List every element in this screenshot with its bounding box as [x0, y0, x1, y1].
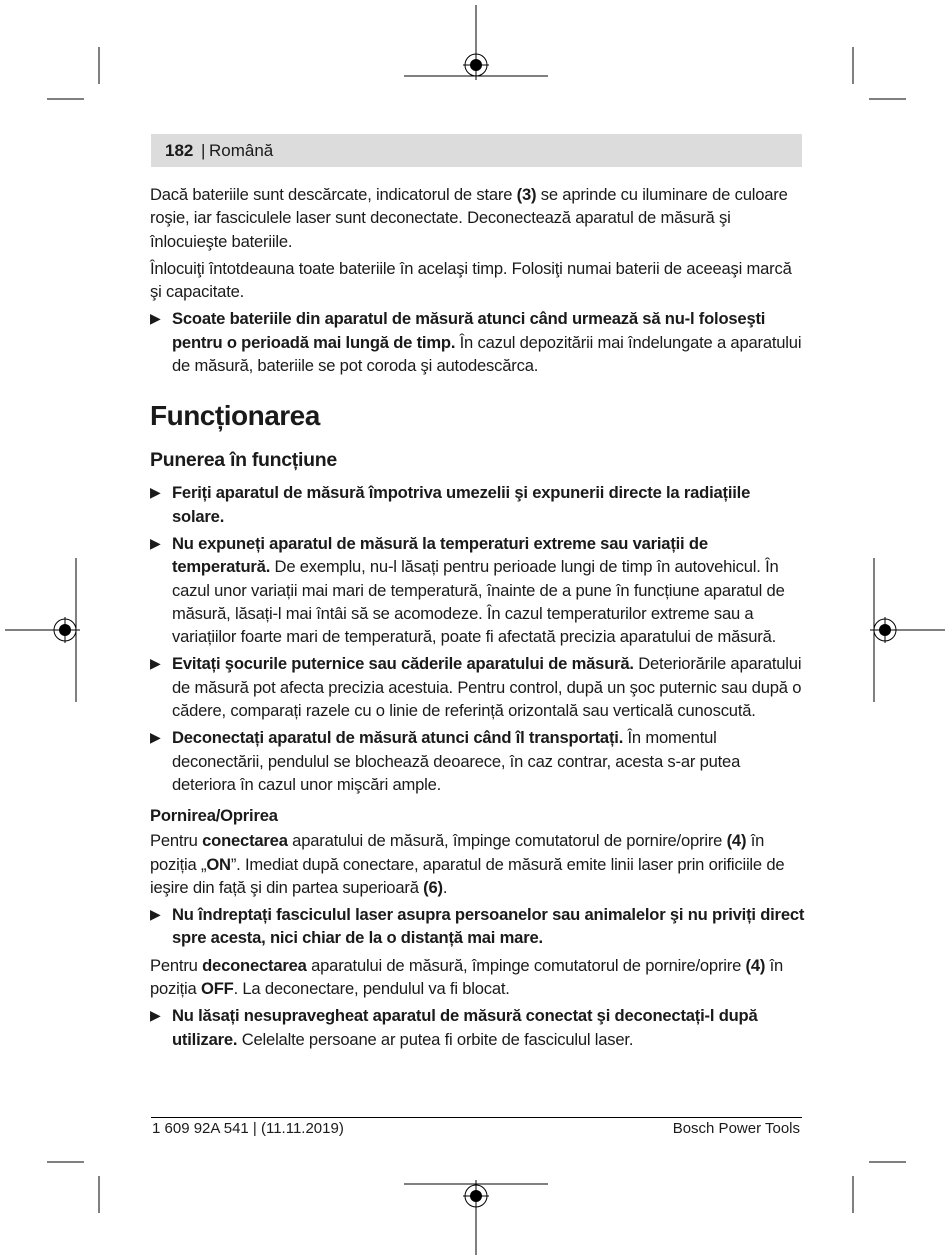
bullet-arrow-icon: ▶: [150, 906, 161, 923]
warning-bullet-humidity: ▶ Feriți aparatul de măsură împotriva umezelii şi expunerii directe la radiațiile solare.: [150, 483, 751, 526]
warning-bullet-laser-eyes: ▶ Nu îndreptați fasciculul laser asupra persoanelor sau animalelor şi nu priviți direct spre acesta, nici chiar de la o distanță mai mare.: [150, 905, 805, 948]
battery-status-paragraph: Dacă bateriile sunt descărcate, indicatorul de stare (3) se aprinde cu iluminare de culoare roşie, iar fasciculele laser sunt deconectate. Deconectează aparatul de măsură şi înlocuieşte bateriile.: [150, 185, 788, 251]
battery-replace-paragraph: Înlocuiţi întotdeauna toate bateriile în acelaşi timp. Folosiţi numai baterii de aceeaşi marcă şi capacitate.: [150, 258, 792, 302]
onoff-title: Pornirea/Oprirea: [150, 806, 278, 826]
switch-off-paragraph: Pentru deconectarea aparatului de măsură, împinge comutatorul de pornire/oprire (4) în poziția OFF. La deconectare, pendulul va fi blocat.: [150, 955, 784, 999]
warning-bullet-remove-batteries: ▶ Scoate bateriile din aparatul de măsură atunci când urmează să nu-l foloseşti pentru o perioadă mai lungă de timp. În cazul depozitării mai îndelungate a aparatului de măsură, bateriile se pot coroda şi autodescărca.: [150, 309, 802, 376]
warning-bullet-shocks: ▶ Evitați şocurile puternice sau căderile aparatului de măsură. Deteriorările aparatului de măsură pot afecta precizia acestuia. Pentru control, după un şoc puternic sau după o cădere, comparați razele cu o linie de referință orizontală sau verticală cunoscută.: [150, 654, 802, 721]
switch-on-paragraph: Pentru conectarea aparatului de măsură, împinge comutatorul de pornire/oprire (4) în poziția „ON”. Imediat după conectare, aparatul de măsură emite linii laser prin orificiile de ieşire din față şi din partea superioară (6).: [150, 831, 785, 897]
bullet-arrow-icon: ▶: [150, 655, 161, 672]
footer-divider: [151, 1117, 802, 1118]
footer-brand: Bosch Power Tools: [672, 1120, 800, 1137]
warning-bullet-unattended: ▶ Nu lăsați nesupravegheat aparatul de măsură conectat şi deconectați-l după utilizare. Celelalte persoane ar putea fi orbite de fasciculul laser.: [150, 1006, 758, 1049]
bullet-arrow-icon: ▶: [150, 484, 161, 501]
footer-document-number: 1 609 92A 541 | (11.11.2019): [152, 1120, 344, 1137]
section-title: Funcționarea: [150, 400, 320, 432]
subsection-title: Punerea în funcțiune: [150, 449, 337, 472]
warning-bullet-temperature: ▶ Nu expuneți aparatul de măsură la temperaturi extreme sau variații de temperatură. De exemplu, nu-l lăsați pentru perioade lungi de timp în autovehicul. În cazul unor variații mai mari de temperatură, înainte de a pune în funcțiune aparatul de măsură, lăsați-l mai întâi să se acomodeze. În cazul temperaturilor extreme sau a variațiilor foarte mari de temperatură, poate fi afectată precizia aparatului de măsură.: [150, 533, 785, 647]
bullet-arrow-icon: ▶: [150, 310, 161, 327]
header-language: Română: [209, 141, 274, 160]
bullet-arrow-icon: ▶: [150, 729, 161, 746]
header-separator: |: [201, 141, 206, 160]
page-header: [151, 134, 802, 167]
page-number: 182: [165, 141, 194, 160]
bullet-arrow-icon: ▶: [150, 1007, 161, 1024]
warning-bullet-transport: ▶ Deconectați aparatul de măsură atunci când îl transportați. În momentul deconectării, pendulul se blochează deoarece, în caz contrar, acesta s-ar putea deteriora în cazul unor mişcări ample.: [150, 728, 741, 794]
page-content: [150, 183, 805, 1055]
bullet-arrow-icon: ▶: [150, 534, 161, 551]
